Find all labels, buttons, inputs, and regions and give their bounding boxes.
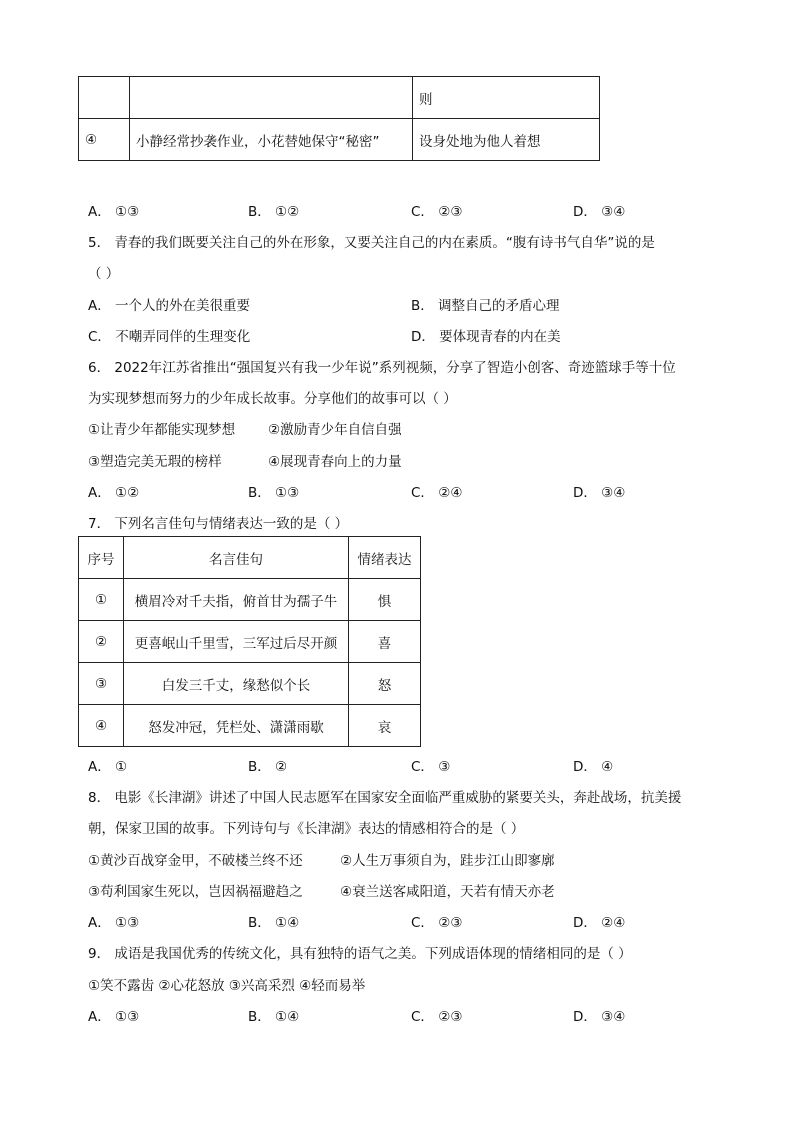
table-cell: 横眉冷对千夫指，俯首甘为孺子牛	[124, 579, 349, 621]
table-row	[79, 77, 600, 119]
q4-option-a: A． ①③	[88, 204, 140, 220]
table-cell: 喜	[349, 621, 421, 663]
q7-table	[78, 536, 421, 747]
q8-option-c: C． ②③	[411, 915, 463, 931]
table-cell: ④	[79, 119, 130, 161]
q4-option-d: D． ③④	[573, 204, 626, 220]
table-row	[79, 621, 421, 663]
q6-statement-1: ①让青少年都能实现梦想	[88, 422, 236, 438]
q8-option-b: B． ①④	[248, 915, 300, 931]
q9-option-b: B． ①④	[248, 1009, 300, 1025]
table-cell: 设身处地为他人着想	[413, 119, 600, 161]
q5-option-a: A． 一个人的外在美很重要	[88, 298, 251, 314]
q6-stem-line2: 为实现梦想而努力的少年成长故事。分享他们的故事可以（ ）	[88, 391, 457, 407]
q6-option-b: B． ①③	[248, 485, 300, 501]
q5-option-b: B． 调整自己的矛盾心理	[411, 298, 560, 314]
q6-option-d: D． ③④	[573, 485, 626, 501]
q5-stem-line1: 5． 青春的我们既要关注自己的外在形象，又要关注自己的内在素质。“腹有诗书气自华”说的是	[88, 235, 655, 251]
q9-stem-line2: ①笑不露齿 ②心花怒放 ③兴高采烈 ④轻而易举	[88, 978, 366, 994]
q6-statement-2: ②激励青少年自信自强	[268, 422, 402, 438]
q8-statement-3: ③苟利国家生死以，岂因祸福避趋之	[88, 884, 303, 900]
table-cell: 怒	[349, 663, 421, 705]
q6-option-a: A． ①②	[88, 485, 140, 501]
table-header-cell: 名言佳句	[124, 537, 349, 579]
q9-option-c: C． ②③	[411, 1009, 463, 1025]
q7-stem: 7． 下列名言佳句与情绪表达一致的是（ ）	[88, 516, 349, 532]
q8-statement-1: ①黄沙百战穿金甲，不破楼兰终不还	[88, 853, 303, 869]
q8-option-d: D． ②④	[573, 915, 626, 931]
q5-option-c: C． 不嘲弄同伴的生理变化	[88, 329, 251, 345]
table-row	[79, 663, 421, 705]
q8-stem-line2: 朝，保家卫国的故事。下列诗句与《长津湖》表达的情感相符合的是（ ）	[88, 821, 525, 837]
q7-option-d: D． ④	[573, 759, 614, 775]
q7-option-a: A． ①	[88, 759, 128, 775]
q8-option-a: A． ①③	[88, 915, 140, 931]
q8-statement-2: ②人生万事须自为，跬步江山即寥廓	[340, 853, 555, 869]
table-cell	[130, 77, 413, 119]
q9-option-a: A． ①③	[88, 1009, 140, 1025]
q5-option-d: D． 要体现青春的内在美	[411, 329, 561, 345]
table-cell: 则	[413, 77, 600, 119]
table-row	[79, 705, 421, 747]
table-continuation	[78, 76, 600, 161]
table-row	[79, 537, 421, 579]
q7-option-c: C． ③	[411, 759, 451, 775]
table-row	[79, 119, 600, 161]
table-row	[79, 579, 421, 621]
table-cell: 小静经常抄袭作业，小花替她保守“秘密”	[130, 119, 413, 161]
table-header-cell: 序号	[79, 537, 124, 579]
table-header-cell: 情绪表达	[349, 537, 421, 579]
table-cell: 更喜岷山千里雪，三军过后尽开颜	[124, 621, 349, 663]
q4-option-b: B． ①②	[248, 204, 300, 220]
table-cell: 白发三千丈，缘愁似个长	[124, 663, 349, 705]
q6-statement-3: ③塑造完美无瑕的榜样	[88, 454, 222, 470]
q7-option-b: B． ②	[248, 759, 288, 775]
table-cell: 惧	[349, 579, 421, 621]
table-cell: 哀	[349, 705, 421, 747]
q5-stem-line2: （ ）	[88, 266, 120, 282]
table-cell: ②	[79, 621, 124, 663]
table-cell: ①	[79, 579, 124, 621]
q4-option-c: C． ②③	[411, 204, 463, 220]
q8-statement-4: ④衰兰送客咸阳道，天若有情天亦老	[340, 884, 555, 900]
q6-stem-line1: 6． 2022年江苏省推出“强国复兴有我一少年说”系列视频，分享了智造小创客、奇迹篮球手等十位	[88, 360, 676, 376]
q8-stem-line1: 8． 电影《长津湖》讲述了中国人民志愿军在国家安全面临严重威胁的紧要关头，奔赴战场，抗美援	[88, 790, 682, 806]
q9-option-d: D． ③④	[573, 1009, 626, 1025]
table-cell: ④	[79, 705, 124, 747]
table-cell: ③	[79, 663, 124, 705]
q6-option-c: C． ②④	[411, 485, 463, 501]
q6-statement-4: ④展现青春向上的力量	[268, 454, 402, 470]
q9-stem-line1: 9． 成语是我国优秀的传统文化，具有独特的语气之美。下列成语体现的情绪相同的是（ ）	[88, 946, 632, 962]
table-cell: 怒发冲冠，凭栏处、潇潇雨歇	[124, 705, 349, 747]
table-cell	[79, 77, 130, 119]
